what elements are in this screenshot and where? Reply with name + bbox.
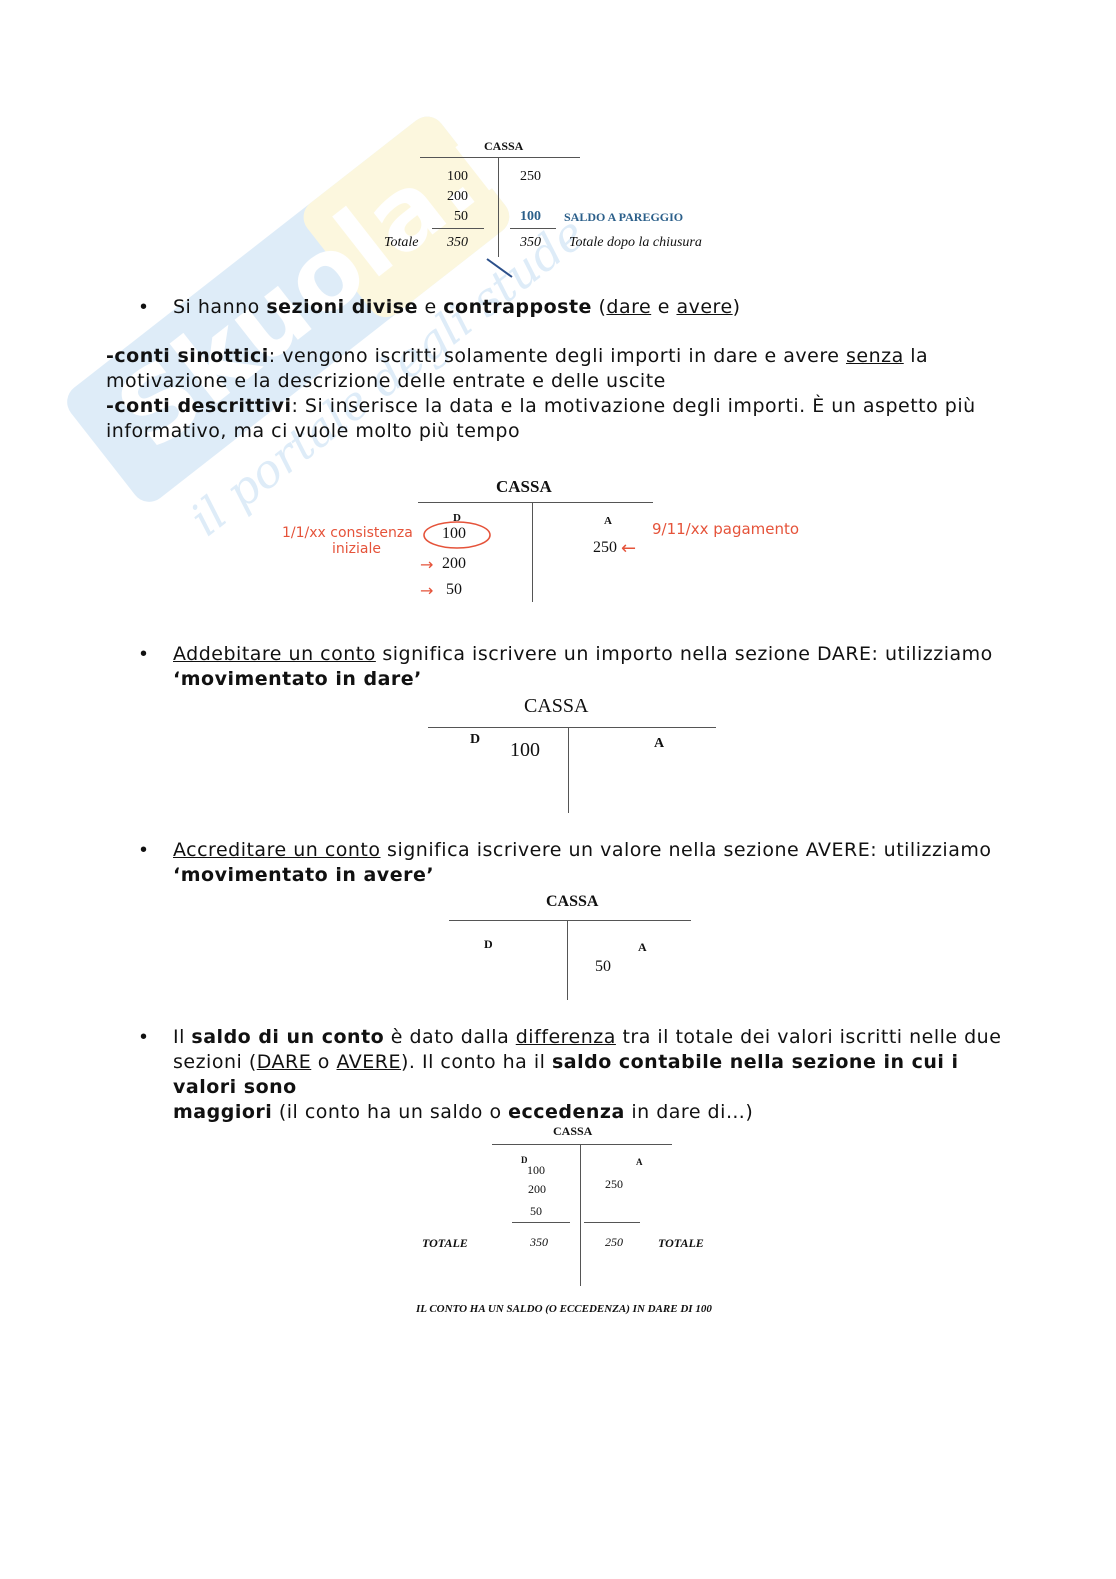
watermark-brand: Skuola.net <box>95 30 580 472</box>
bullet1-t6: dare <box>606 296 652 318</box>
bullet4-l3c: eccedenza <box>508 1101 625 1123</box>
fig2-arrow-left-icon: ← <box>621 538 637 559</box>
bullet4-text <box>173 1025 1003 1125</box>
fig5-dare-3: 50 <box>530 1204 542 1218</box>
bullet4-l1b: saldo di un conto <box>191 1026 385 1048</box>
bullet4-l2a: sezioni ( <box>173 1051 257 1073</box>
bullet4-l1e: tra il totale dei valori iscritti nelle due <box>615 1026 1002 1048</box>
fig1-avere-sum-line <box>510 228 556 229</box>
fig5-dare-sum-line <box>512 1222 570 1223</box>
fig1-totale-avere: 350 <box>520 235 541 250</box>
fig3-mid-line <box>568 727 569 813</box>
para1-l1-rest: : vengono iscritti solamente degli importi in dare e avere <box>268 345 846 367</box>
para1-line2: motivazione e la descrizione delle entrate e delle uscite <box>106 370 666 392</box>
fig2-arrow-icon: → <box>420 581 434 600</box>
bullet3-text <box>173 838 1003 888</box>
fig1-dare-2: 200 <box>447 189 468 204</box>
bullet1-t1: Si hanno <box>173 296 267 318</box>
fig2-d-label: D <box>453 512 461 524</box>
fig5-top-line <box>492 1144 672 1145</box>
fig3-top-line <box>428 727 716 728</box>
bullet1-t5: ( <box>591 296 607 318</box>
fig5-mid-line <box>580 1144 581 1286</box>
para1-l3-bold: -conti descrittivi <box>106 395 292 417</box>
fig4-a-label: A <box>638 940 647 954</box>
fig5-totale-avere: 250 <box>605 1235 623 1249</box>
para1-line4: informativo, ma ci vuole molto più tempo <box>106 420 521 442</box>
bullet4-l3a: maggiori <box>173 1101 273 1123</box>
fig1-saldo-label: SALDO A PAREGGIO <box>564 210 684 224</box>
fig5-totale-right: TOTALE <box>658 1236 704 1250</box>
fig1-title: CASSA <box>484 139 524 153</box>
fig2-note-left-2: iniziale <box>332 541 381 557</box>
bullet2-text <box>173 642 1003 692</box>
fig2-dare-1: 100 <box>442 525 466 542</box>
fig5-avere-sum-line <box>584 1222 640 1223</box>
bullet1-t2: sezioni divise <box>266 296 418 318</box>
bullet2-u: Addebitare un conto <box>173 643 376 665</box>
fig1-top-line <box>420 157 580 158</box>
fig2-circle-annotation <box>415 518 495 552</box>
bullet-dot: • <box>140 296 148 318</box>
para1-l1-end: la <box>903 345 929 367</box>
fig2-title: CASSA <box>496 477 552 496</box>
fig1-dare-1: 100 <box>447 169 468 184</box>
bullet4-l1c: è dato dalla <box>384 1026 516 1048</box>
fig5-a-label: A <box>636 1157 643 1167</box>
fig5-totale-left: TOTALE <box>422 1236 468 1250</box>
bullet1-t3: e <box>418 296 444 318</box>
fig1-avere-1: 250 <box>520 169 541 184</box>
bullet1-t4: contrapposte <box>443 296 592 318</box>
fig5-title: CASSA <box>553 1124 593 1138</box>
bullet4-l2b: DARE <box>256 1051 312 1073</box>
fig2-note-left-1: 1/1/xx consistenza <box>282 525 413 541</box>
bullet3-u: Accreditare un conto <box>173 839 381 861</box>
bullet1-text <box>173 295 1003 320</box>
fig1-totale-dare: 350 <box>447 235 468 250</box>
bullet3-rest: significa iscrivere un valore nella sezione AVERE: utilizziamo <box>380 839 992 861</box>
fig1-mid-line <box>498 157 499 257</box>
para1 <box>106 344 1003 444</box>
watermark-tagline: il portale degli studenti <box>180 167 580 547</box>
para1-line3 <box>106 394 1003 419</box>
bullet4-l2f: saldo contabile nella sezione in cui i valori sono <box>173 1051 959 1098</box>
fig5-avere-1: 250 <box>605 1177 623 1191</box>
bullet4-l2d: AVERE <box>336 1051 401 1073</box>
fig2-arrow-icon: → <box>420 555 434 574</box>
fig4-top-line <box>449 920 691 921</box>
fig5-dare-1: 100 <box>527 1163 545 1177</box>
fig4-title: CASSA <box>546 893 599 910</box>
para1-l1-bold: -conti sinottici <box>106 345 269 367</box>
bullet4-l3d: in dare di…) <box>624 1101 754 1123</box>
fig3-a-label: A <box>654 736 665 751</box>
fig2-dare-2: 200 <box>442 555 466 572</box>
bullet4-l2c: o <box>311 1051 337 1073</box>
fig3-d-label: D <box>470 732 481 747</box>
fig1-dare-3: 50 <box>454 209 468 224</box>
bullet4-l3b: (il conto ha un saldo o <box>272 1101 509 1123</box>
bullet2-rest: significa iscrivere un importo nella sezione DARE: utilizziamo <box>375 643 993 665</box>
bullet-dot: • <box>140 643 148 665</box>
bullet4-l1d: differenza <box>515 1026 616 1048</box>
fig1-dare-sum-line <box>432 228 484 229</box>
fig4-value: 50 <box>595 958 611 975</box>
fig2-note-right: 9/11/xx pagamento <box>652 520 800 538</box>
fig1-totale-label: Totale <box>384 235 419 250</box>
fig2-a-label: A <box>604 515 612 527</box>
bullet-dot: • <box>140 1026 148 1048</box>
bullet4-l2e: ). Il conto ha il <box>400 1051 552 1073</box>
fig4-mid-line <box>567 920 568 1000</box>
para1-l3-rest: : Si inserisce la data e la motivazione degli importi. È un aspetto più <box>291 395 976 417</box>
fig2-top-line <box>418 502 653 503</box>
fig3-title: CASSA <box>524 695 589 717</box>
fig1-close-stroke <box>484 255 516 281</box>
fig5-d-label: D <box>521 1155 528 1165</box>
fig5-totale-dare: 350 <box>530 1235 548 1249</box>
bullet2-line2: ‘movimentato in dare’ <box>173 668 422 690</box>
fig3-value: 100 <box>510 739 540 761</box>
bullet-dot: • <box>140 839 148 861</box>
fig1-totale-chiusura: Totale dopo la chiusura <box>569 235 702 250</box>
fig1-avere-saldo: 100 <box>520 209 541 224</box>
para1-l1-u: senza <box>845 345 904 367</box>
fig4-d-label: D <box>484 937 493 951</box>
fig2-avere-1: 250 <box>593 539 617 556</box>
bullet3-line2: ‘movimentato in avere’ <box>173 864 435 886</box>
fig5-caption: IL CONTO HA UN SALDO (O ECCEDENZA) IN DARE DI 100 <box>416 1303 712 1315</box>
bullet1-t9: ) <box>732 296 741 318</box>
fig5-dare-2: 200 <box>528 1182 546 1196</box>
fig2-dare-3: 50 <box>446 581 462 598</box>
bullet1-t8: avere <box>676 296 733 318</box>
fig2-mid-line <box>532 502 533 602</box>
para1-line1 <box>106 344 1003 369</box>
bullet1-t7: e <box>651 296 677 318</box>
bullet4-l1a: Il <box>173 1026 192 1048</box>
